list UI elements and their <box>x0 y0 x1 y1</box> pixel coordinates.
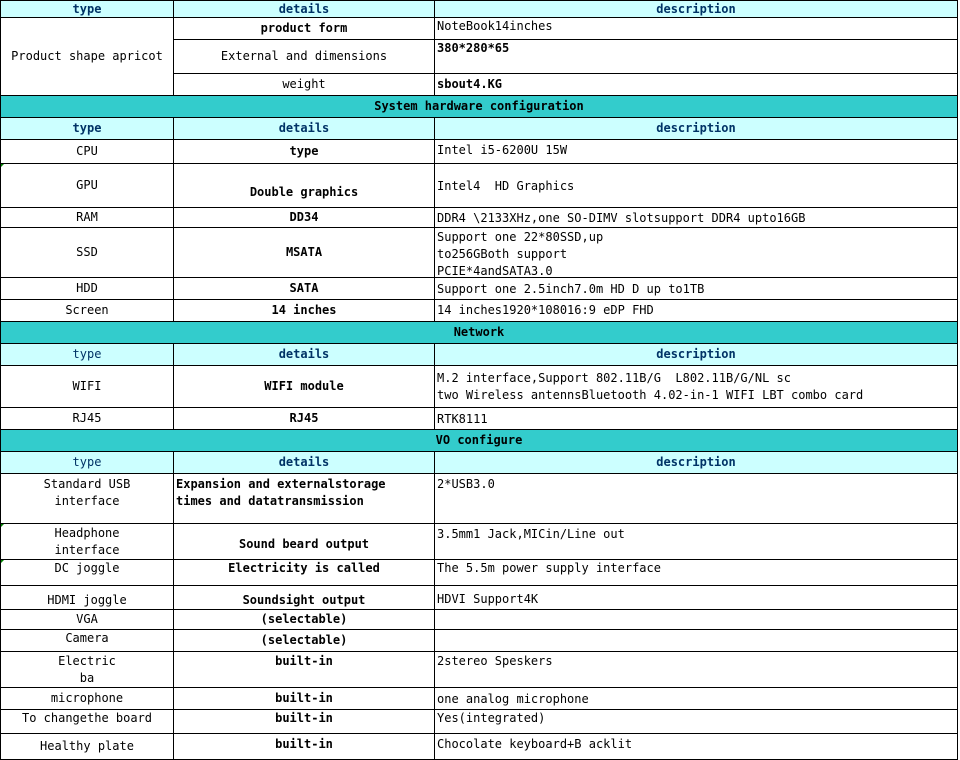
details-cell: DD34 <box>174 208 435 228</box>
table-row <box>0 610 958 630</box>
details-cell: Electricity is called <box>174 560 435 586</box>
details-cell: type <box>174 140 435 164</box>
type-cell: Screen <box>0 300 174 322</box>
type-cell: microphone <box>0 688 174 710</box>
table-row <box>0 710 958 734</box>
type-cell: RJ45 <box>0 408 174 430</box>
product-type-cell: Product shape apricot <box>0 18 174 96</box>
header-details: details <box>174 1 435 18</box>
description-cell: M.2 interface,Support 802.11B/G L802.11B/G/NL sc two Wireless antennsBluetooth 4.02-in-1 WIFI LBT combo card <box>435 366 958 408</box>
type-cell: SSD <box>0 228 174 278</box>
header-description: description <box>435 1 958 18</box>
table-row <box>0 278 958 300</box>
details-cell: built-in <box>174 652 435 688</box>
table-row <box>0 74 958 96</box>
type-cell: HDD <box>0 278 174 300</box>
description-cell: 2stereo Speskers <box>435 652 958 688</box>
table-row <box>0 560 958 586</box>
description-cell: 380*280*65 <box>435 40 958 74</box>
details-cell: Sound beard output <box>174 524 435 560</box>
header-type: type <box>0 118 174 140</box>
header-description: description <box>435 118 958 140</box>
type-cell: Camera <box>0 630 174 652</box>
details-cell: built-in <box>174 734 435 760</box>
table-row <box>0 688 958 710</box>
section-title: System hardware configuration <box>0 96 958 118</box>
details-cell: weight <box>174 74 435 96</box>
table-row <box>0 408 958 430</box>
description-cell: Chocolate keyboard+B acklit <box>435 734 958 760</box>
section-title: VO configure <box>0 430 958 452</box>
details-cell: (selectable) <box>174 630 435 652</box>
header-description: description <box>435 344 958 366</box>
description-cell: RTK8111 <box>435 408 958 430</box>
description-cell: 3.5mm1 Jack,MICin/Line out <box>435 524 958 560</box>
table-row <box>0 140 958 164</box>
header-row <box>0 344 958 366</box>
section-title: Network <box>0 322 958 344</box>
type-cell: RAM <box>0 208 174 228</box>
details-cell: External and dimensions <box>174 40 435 74</box>
section-io-row <box>0 430 958 452</box>
details-cell: built-in <box>174 710 435 734</box>
details-cell: 14 inches <box>174 300 435 322</box>
type-cell: CPU <box>0 140 174 164</box>
table-row <box>0 208 958 228</box>
table-row <box>0 18 958 40</box>
description-cell <box>435 610 958 630</box>
type-cell: GPU <box>0 164 174 208</box>
header-row <box>0 0 958 18</box>
section-network-row <box>0 322 958 344</box>
table-row <box>0 524 958 560</box>
description-cell: one analog microphone <box>435 688 958 710</box>
table-row <box>0 652 958 688</box>
header-type: type <box>0 452 174 474</box>
details-cell: Double graphics <box>174 164 435 208</box>
header-type: type <box>0 344 174 366</box>
description-cell <box>435 630 958 652</box>
description-cell: DDR4 \2133XHz,one SO-DIMV slotsupport DDR4 upto16GB <box>435 208 958 228</box>
description-cell: 14 inches1920*108016:9 eDP FHD <box>435 300 958 322</box>
header-row <box>0 118 958 140</box>
description-cell: Intel i5-6200U 15W <box>435 140 958 164</box>
type-cell: VGA <box>0 610 174 630</box>
details-cell: MSATA <box>174 228 435 278</box>
description-cell: Intel4 HD Graphics <box>435 164 958 208</box>
header-type: type <box>0 1 174 18</box>
section-system-row <box>0 96 958 118</box>
description-cell: NoteBook14inches <box>435 18 958 40</box>
type-cell: Standard USB interface <box>0 474 174 524</box>
description-cell: Support one 2.5inch7.0m HD D up to1TB <box>435 278 958 300</box>
details-cell: SATA <box>174 278 435 300</box>
header-description: description <box>435 452 958 474</box>
description-cell: Support one 22*80SSD,up to256GBoth support PCIE*4andSATA3.0 <box>435 228 958 278</box>
details-cell: product form <box>174 18 435 40</box>
type-cell: Electric ba <box>0 652 174 688</box>
type-cell: DC joggle <box>0 560 174 586</box>
type-cell: To changethe board <box>0 710 174 734</box>
header-row <box>0 452 958 474</box>
details-cell: built-in <box>174 688 435 710</box>
table-row <box>0 366 958 408</box>
table-row <box>0 586 958 610</box>
table-row <box>0 630 958 652</box>
description-cell: The 5.5m power supply interface <box>435 560 958 586</box>
header-details: details <box>174 118 435 140</box>
description-cell: sbout4.KG <box>435 74 958 96</box>
table-row <box>0 734 958 760</box>
details-cell: (selectable) <box>174 610 435 630</box>
header-details: details <box>174 344 435 366</box>
table-row <box>0 40 958 74</box>
details-cell: Expansion and externalstorage times and datatransmission <box>174 474 435 524</box>
type-cell: WIFI <box>0 366 174 408</box>
type-cell: Headphone interface <box>0 524 174 560</box>
type-cell: HDMI joggle <box>0 586 174 610</box>
description-cell: HDVI Support4K <box>435 586 958 610</box>
details-cell: WIFI module <box>174 366 435 408</box>
details-cell: RJ45 <box>174 408 435 430</box>
table-row <box>0 300 958 322</box>
table-row <box>0 228 958 278</box>
description-cell: Yes(integrated) <box>435 710 958 734</box>
type-cell: Healthy plate <box>0 734 174 760</box>
table-row <box>0 474 958 524</box>
header-details: details <box>174 452 435 474</box>
table-row <box>0 164 958 208</box>
details-cell: Soundsight output <box>174 586 435 610</box>
description-cell: 2*USB3.0 <box>435 474 958 524</box>
